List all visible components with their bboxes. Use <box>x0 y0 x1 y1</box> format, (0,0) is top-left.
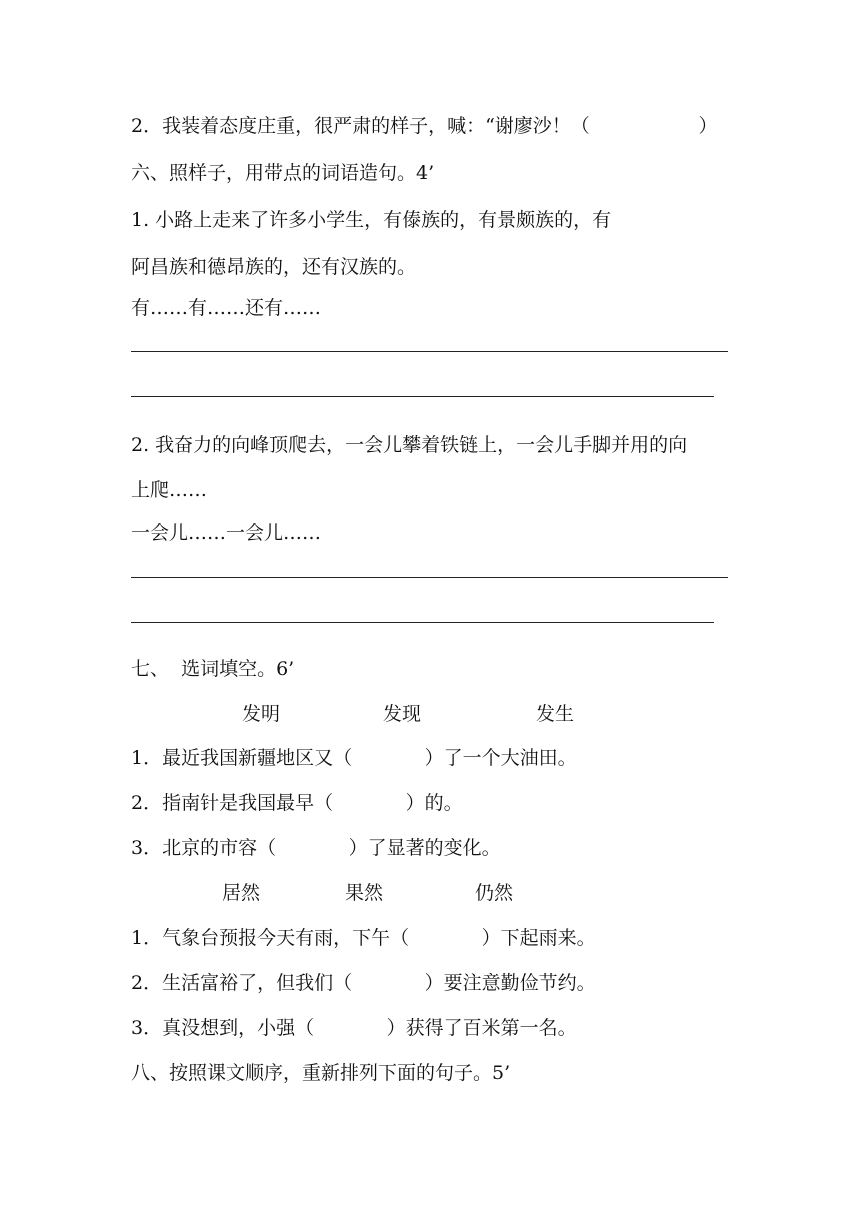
s7-group1-word: 发明 <box>242 703 281 725</box>
s7-group1-item: 3．北京的市容（ ）了显著的变化。 <box>131 837 501 859</box>
s7-group2-word: 果然 <box>345 882 384 904</box>
s7-group1-word: 发生 <box>536 703 575 725</box>
s7-group1-item: 2．指南针是我国最早（ ）的。 <box>131 792 463 814</box>
s6-item2-line2: 上爬…… <box>131 479 208 501</box>
answer-line <box>131 351 728 352</box>
answer-line <box>131 577 728 578</box>
s6-item1-pattern: 有……有……还有…… <box>131 297 322 319</box>
s8-heading: 八、按照课文顺序，重新排列下面的句子。5’ <box>131 1062 511 1084</box>
s5-item2: 2．我装着态度庄重，很严肃的样子，喊：“谢廖沙！（ ） <box>131 115 718 137</box>
s7-heading: 七、 选词填空。6’ <box>131 658 295 680</box>
s7-group2-item: 3．真没想到，小强（ ）获得了百米第一名。 <box>131 1017 577 1039</box>
s7-group2-word: 居然 <box>222 882 261 904</box>
s7-group2-item: 2．生活富裕了，但我们（ ）要注意勤俭节约。 <box>131 972 596 994</box>
s6-item2-line1: 2. 我奋力的向峰顶爬去，一会儿攀着铁链上，一会儿手脚并用的向 <box>131 434 688 456</box>
answer-line <box>131 396 714 397</box>
s7-group1-item: 1．最近我国新疆地区又（ ）了一个大油田。 <box>131 747 577 769</box>
s6-item1-line2: 阿昌族和德昂族的，还有汉族的。 <box>131 256 417 278</box>
s6-item1-line1: 1. 小路上走来了许多小学生，有傣族的，有景颇族的，有 <box>131 209 612 231</box>
s7-group2-word: 仍然 <box>475 882 514 904</box>
s7-group1-word: 发现 <box>383 703 422 725</box>
s7-group2-item: 1．气象台预报今天有雨，下午（ ）下起雨来。 <box>131 927 596 949</box>
answer-line <box>131 622 714 623</box>
s6-heading: 六、照样子，用带点的词语造句。4’ <box>131 162 435 184</box>
s6-item2-pattern: 一会儿……一会儿…… <box>131 522 322 544</box>
